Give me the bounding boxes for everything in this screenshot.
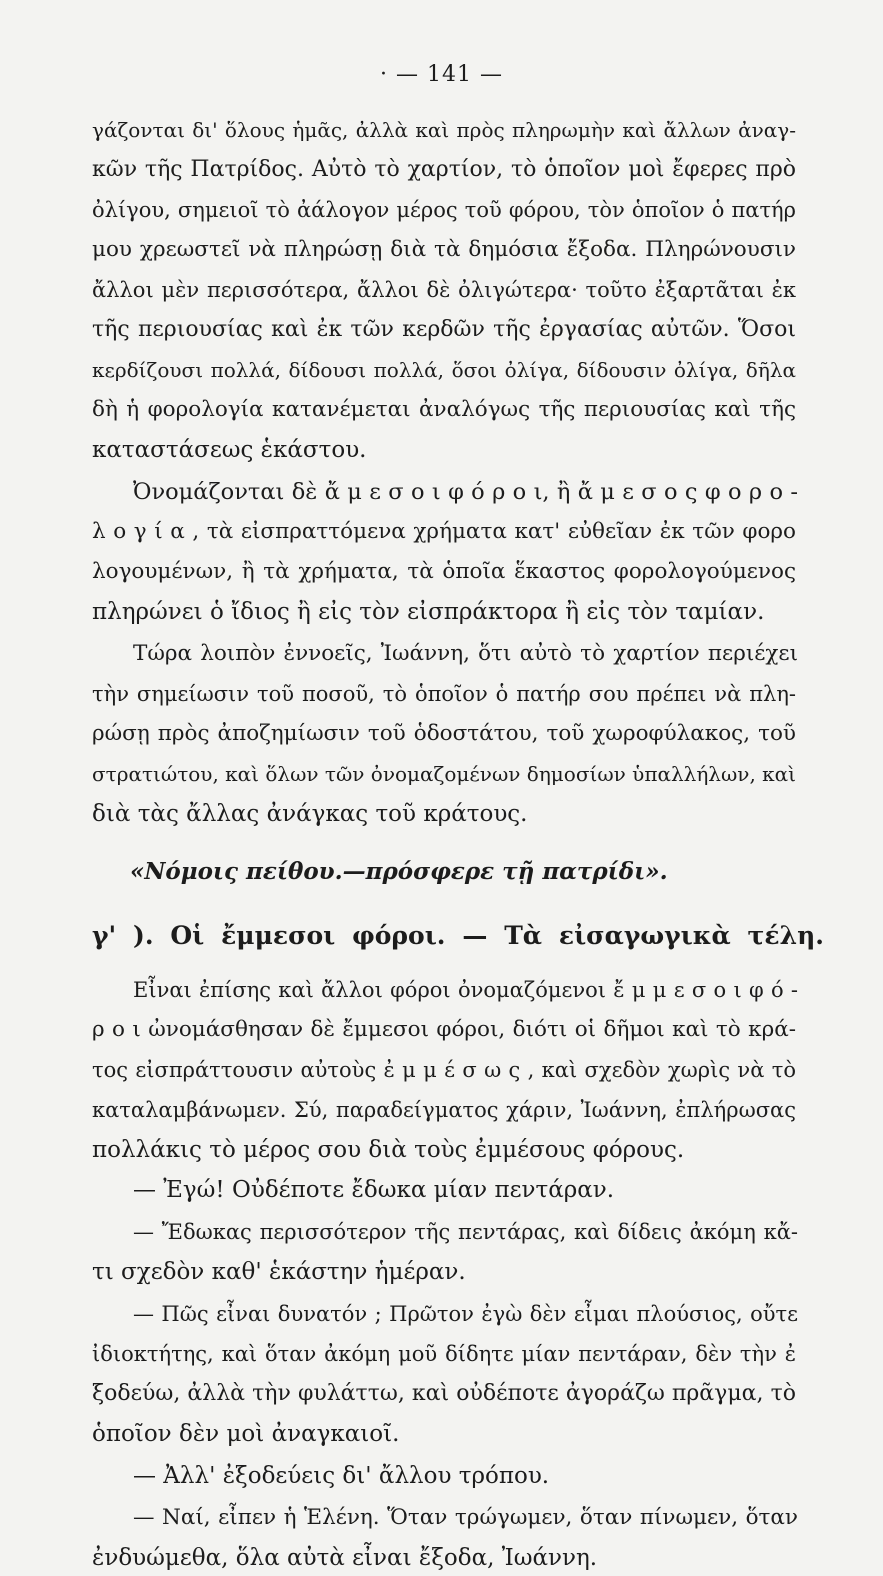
section-heading: γ' ). Οἱ ἔμμεσοι φόροι. — Τὰ εἰσαγωγικὰ τέλη. <box>92 921 824 950</box>
text-line: ἰδιοκτήτης, καὶ ὅταν ἀκόμη μοῦ δίδητε μίαν πεντάραν, δὲν τὴν ἐ <box>92 1342 796 1366</box>
text-line: ἐνδυώμεθα, ὅλα αὐτὰ εἶναι ἔξοδα, Ἰωάννη. <box>92 1545 598 1571</box>
text-line: ὁποῖον δὲν μοὶ ἀναγκαιοῖ. <box>92 1421 400 1447</box>
text-line: κερδίζουσι πολλά, δίδουσι πολλά, ὅσοι ὀλίγα, δίδουσιν ὀλίγα, δῆλα <box>92 358 796 382</box>
motto: «Νόμοις πείθου.—πρόσφερε τῇ πατρίδι». <box>130 858 668 885</box>
text-line: ρώσῃ πρὸς ἀποζημίωσιν τοῦ ὁδοστάτου, τοῦ χωροφύλακος, τοῦ <box>92 721 796 746</box>
text-line: καταλαμβάνωμεν. Σύ, παραδείγματος χάριν, Ἰωάννη, ἐπλήρωσας <box>92 1098 796 1122</box>
dialogue-line: — Πῶς εἶναι δυνατόν ; Πρῶτον ἐγὼ δὲν εἶμαι πλούσιος, οὔτε <box>133 1302 798 1326</box>
text-line: μου χρεωστεῖ νὰ πληρώσῃ διὰ τὰ δημόσια ἔξοδα. Πληρώνουσιν <box>92 237 796 262</box>
text-line: ἄλλοι μὲν περισσότερα, ἄλλοι δὲ ὀλιγώτερα· τοῦτο ἐξαρτᾶται ἐκ <box>92 278 796 302</box>
text-line: κῶν τῆς Πατρίδος. Αὐτὸ τὸ χαρτίον, τὸ ὁποῖον μοὶ ἔφερες πρὸ <box>92 157 796 182</box>
text-line: τὴν σημείωσιν τοῦ ποσοῦ, τὸ ὁποῖον ὁ πατήρ σου πρέπει νὰ πλη- <box>92 682 796 706</box>
page-number: · — 141 — <box>380 62 503 87</box>
text-line: πολλάκις τὸ μέρος σου διὰ τοὺς ἐμμέσους φόρους. <box>92 1137 685 1163</box>
text-line: γάζονται δι' ὅλους ἡμᾶς, ἀλλὰ καὶ πρὸς πληρωμὴν καὶ ἄλλων ἀναγ- <box>92 118 796 142</box>
text-line: λογουμένων, ἢ τὰ χρήματα, τὰ ὁποῖα ἕκαστος φορολογούμενος <box>92 559 796 584</box>
text-line: στρατιώτου, καὶ ὅλων τῶν ὀνομαζομένων δημοσίων ὑπαλλήλων, καὶ <box>92 762 797 786</box>
text-line: ξοδεύω, ἀλλὰ τὴν φυλάττω, καὶ οὐδέποτε ἀγοράζω πρᾶγμα, τὸ <box>92 1381 796 1406</box>
dialogue-line: — Ἔδωκας περισσότερον τῆς πεντάρας, καὶ δίδεις ἀκόμη κἄ- <box>133 1220 798 1244</box>
dialogue-line: — Ἀλλ' ἐξοδεύεις δι' ἄλλου τρόπου. <box>133 1463 550 1489</box>
text-line: Ὀνομάζονται δὲ ἄ μ ε σ ο ι φ ό ρ ο ι, ἢ ἄ μ ε σ ο ς φ ο ρ ο - <box>133 479 798 505</box>
text-line: πληρώνει ὁ ἴδιος ἢ εἰς τὸν εἰσπράκτορα ἢ εἰς τὸν ταμίαν. <box>92 599 765 625</box>
text-line: Τώρα λοιπὸν ἐννοεῖς, Ἰωάννη, ὅτι αὐτὸ τὸ χαρτίον περιέχει <box>133 641 798 666</box>
text-line: Εἶναι ἐπίσης καὶ ἄλλοι φόροι ὀνομαζόμενοι ἔ μ μ ε σ ο ι φ ό - <box>133 978 798 1002</box>
text-line: τῆς περιουσίας καὶ ἐκ τῶν κερδῶν τῆς ἐργασίας αὐτῶν. Ὅσοι <box>92 317 796 342</box>
text-line: δὴ ἡ φορολογία κατανέμεται ἀναλόγως τῆς περιουσίας καὶ τῆς <box>92 397 796 422</box>
dialogue-line: — Ναί, εἶπεν ἡ Ἑλένη. Ὅταν τρώγωμεν, ὅταν πίνωμεν, ὅταν <box>133 1505 798 1530</box>
text-line: ὀλίγου, σημειοῖ τὸ ἀάλογον μέρος τοῦ φόρου, τὸν ὁποῖον ὁ πατήρ <box>92 198 796 222</box>
text-line: λ ο γ ί α , τὰ εἰσπραττόμενα χρήματα κατ' εὐθεῖαν ἐκ τῶν φορο <box>92 519 796 544</box>
text-line: ρ ο ι ὠνομάσθησαν δὲ ἔμμεσοι φόροι, διότι οἱ δῆμοι καὶ τὸ κρά- <box>92 1017 796 1042</box>
text-line: καταστάσεως ἑκάστου. <box>92 437 367 463</box>
dialogue-line: — Ἐγώ! Οὐδέποτε ἔδωκα μίαν πεντάραν. <box>133 1177 615 1203</box>
text-line: διὰ τὰς ἄλλας ἀνάγκας τοῦ κράτους. <box>92 801 528 827</box>
text-line: τι σχεδὸν καθ' ἑκάστην ἡμέραν. <box>92 1259 466 1285</box>
text-line: τος εἰσπράττουσιν αὐτοὺς ἐ μ μ έ σ ω ς , καὶ σχεδὸν χωρὶς νὰ τὸ <box>92 1058 796 1082</box>
